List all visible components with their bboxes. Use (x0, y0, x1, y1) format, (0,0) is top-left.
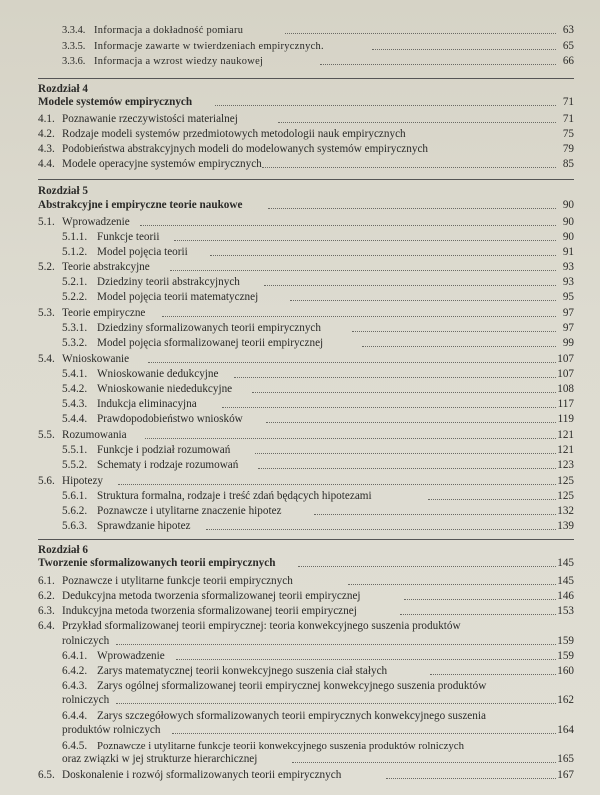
dot-leader (234, 377, 556, 378)
entry-number: 5.6.1. (62, 490, 88, 502)
chapter-divider (38, 179, 574, 180)
dot-leader (314, 514, 556, 515)
dot-leader (210, 255, 556, 256)
entry-number: 5.4. (38, 353, 55, 365)
entry-number: 6.3. (38, 605, 55, 617)
entry-page: 145 (557, 575, 574, 587)
dot-leader (170, 270, 556, 271)
dot-leader (292, 762, 556, 763)
entry-number: 5.2. (38, 261, 55, 273)
entry-page: 146 (557, 590, 574, 602)
chapter-divider (38, 78, 574, 79)
entry-number: 5.1. (38, 216, 55, 228)
chapter-page: 145 (557, 557, 574, 569)
entry-page: 97 (562, 322, 574, 334)
entry-page: 71 (562, 113, 574, 125)
entry-page: 107 (557, 368, 574, 380)
chapter-label: Rozdział 5 (38, 185, 89, 197)
entry-title: Funkcje i podział rozumowań (97, 444, 231, 456)
entry-title: Doskonalenie i rozwój sformalizowanych teorii empirycznych (62, 769, 342, 781)
entry-title: Struktura formalna, rodzaje i treść zdań będących hipotezami (97, 490, 372, 502)
entry-number: 5.4.3. (62, 398, 88, 410)
entry-title: Zarys matematycznej teorii konwekcyjnego suszenia ciał stałych (97, 665, 388, 677)
dot-leader (404, 599, 556, 600)
entry-title: Dedukcyjna metoda tworzenia sformalizowanej teorii empirycznej (62, 590, 361, 602)
entry-number: 4.2. (38, 128, 55, 140)
entry-title-line1: Przykład sformalizowanej teorii empirycznej: teoria konwekcyjnego suszenia produktów (62, 620, 461, 632)
entry-title: Dziedziny teorii abstrakcyjnych (97, 276, 240, 288)
dot-leader (320, 64, 556, 65)
dot-leader (116, 644, 556, 645)
entry-number: 5.4.2. (62, 383, 88, 395)
entry-page: 121 (557, 444, 574, 456)
dot-leader (266, 422, 556, 423)
entry-page: 95 (562, 291, 574, 303)
dot-leader (172, 733, 556, 734)
dot-leader (428, 499, 556, 500)
entry-number: 5.5.2. (62, 459, 88, 471)
entry-number: 6.4. (38, 620, 55, 632)
entry-page: 91 (562, 246, 574, 258)
entry-title: Wnioskowanie niededukcyjne (97, 383, 233, 395)
entry-title: Poznawanie rzeczywistości materialnej (62, 113, 238, 125)
entry-number: 3.3.5. (62, 41, 86, 52)
dot-leader (348, 584, 556, 585)
entry-title-line1: Zarys ogólnej sformalizowanej teorii empirycznej konwekcyjnego suszenia produktów (97, 680, 487, 692)
entry-page: 85 (562, 158, 574, 170)
dot-leader (206, 529, 556, 530)
entry-title: Wprowadzenie (97, 650, 165, 662)
entry-title: Teorie abstrakcyjne (62, 261, 150, 273)
entry-title: Indukcyjna metoda tworzenia sformalizowanej teorii empirycznej (62, 605, 357, 617)
entry-number: 6.4.2. (62, 665, 88, 677)
entry-page: 119 (557, 413, 574, 425)
dot-leader (148, 362, 556, 363)
dot-leader (352, 331, 556, 332)
entry-page: 93 (562, 276, 574, 288)
entry-page: 159 (557, 635, 574, 647)
entry-title-line2: oraz związki w jej strukturze hierarchicznej (62, 753, 258, 765)
dot-leader (268, 208, 556, 209)
entry-title: Funkcje teorii (97, 231, 160, 243)
entry-number: 5.2.1. (62, 276, 88, 288)
dot-leader (252, 392, 556, 393)
entry-title: Sprawdzanie hipotez (97, 520, 191, 532)
entry-page: 153 (557, 605, 574, 617)
entry-title: Wnioskowanie dedukcyjne (97, 368, 219, 380)
dot-leader (255, 453, 556, 454)
entry-page: 93 (562, 261, 574, 273)
dot-leader (285, 33, 556, 34)
entry-page: 159 (557, 650, 574, 662)
entry-page: 79 (562, 143, 574, 155)
entry-page: 139 (557, 520, 574, 532)
entry-page: 160 (557, 665, 574, 677)
dot-leader (174, 240, 556, 241)
entry-title: Model pojęcia teorii matematycznej (97, 291, 259, 303)
entry-title: Schematy i rodzaje rozumowań (97, 459, 239, 471)
entry-number: 5.5.1. (62, 444, 88, 456)
entry-number: 6.2. (38, 590, 55, 602)
entry-title: Informacja a wzrost wiedzy naukowej (94, 56, 264, 67)
entry-number: 5.3. (38, 307, 55, 319)
entry-page: 108 (557, 383, 574, 395)
entry-page: 90 (562, 231, 574, 243)
entry-page: 65 (562, 40, 574, 52)
entry-number: 5.6. (38, 475, 55, 487)
dot-leader (140, 225, 556, 226)
dot-leader (176, 659, 556, 660)
chapter-title: Abstrakcyjne i empiryczne teorie naukowe (38, 199, 243, 211)
entry-number: 5.3.1. (62, 322, 88, 334)
entry-page: 125 (557, 490, 574, 502)
entry-number: 5.5. (38, 429, 55, 441)
entry-title: Teorie empiryczne (62, 307, 146, 319)
entry-title: Poznawcze i utylitarne funkcje teorii empirycznych (62, 575, 293, 587)
dot-leader (116, 703, 556, 704)
entry-title: Dziedziny sformalizowanych teorii empirycznych (97, 322, 321, 334)
entry-number: 6.4.4. (62, 710, 88, 722)
entry-title: Informacje zawarte w twierdzeniach empirycznych. (94, 41, 324, 52)
entry-title: Rodzaje modeli systemów przedmiotowych metodologii nauk empirycznych (62, 128, 406, 140)
chapter-title: Modele systemów empirycznych (38, 96, 193, 108)
dot-leader (430, 674, 556, 675)
entry-number: 4.3. (38, 143, 55, 155)
entry-number: 5.6.2. (62, 505, 88, 517)
entry-page: 66 (562, 55, 574, 67)
entry-page: 117 (557, 398, 574, 410)
chapter-divider (38, 539, 574, 540)
entry-title: Wprowadzenie (62, 216, 130, 228)
entry-number: 6.1. (38, 575, 55, 587)
entry-number: 5.3.2. (62, 337, 88, 349)
entry-page: 90 (562, 216, 574, 228)
entry-page: 132 (557, 505, 574, 517)
dot-leader (118, 484, 556, 485)
chapter-page: 71 (562, 96, 574, 108)
entry-title: Indukcja eliminacyjna (97, 398, 197, 410)
entry-page: 123 (557, 459, 574, 471)
dot-leader (258, 468, 556, 469)
entry-page: 63 (562, 24, 574, 36)
chapter-page: 90 (562, 199, 574, 211)
entry-title: Modele operacyjne systemów empirycznych (62, 158, 262, 170)
entry-page: 125 (557, 475, 574, 487)
entry-page: 165 (557, 753, 574, 765)
entry-number: 6.5. (38, 769, 55, 781)
entry-number: 3.3.6. (62, 56, 86, 67)
dot-leader (162, 316, 556, 317)
entry-number: 5.1.1. (62, 231, 88, 243)
entry-title: Poznawcze i utylitarne znaczenie hipotez (97, 505, 282, 517)
entry-number: 5.2.2. (62, 291, 88, 303)
entry-title: Podobieństwa abstrakcyjnych modeli do modelowanych systemów empirycznych (62, 143, 428, 155)
dot-leader (278, 122, 556, 123)
entry-page: 162 (557, 694, 574, 706)
entry-number: 3.3.4. (62, 25, 86, 36)
dot-leader (362, 346, 556, 347)
entry-number: 6.4.1. (62, 650, 88, 662)
entry-title-line2: rolniczych (62, 694, 110, 706)
entry-title: Rozumowania (62, 429, 127, 441)
dot-leader (290, 300, 556, 301)
entry-title: Hipotezy (62, 475, 104, 487)
entry-page: 99 (562, 337, 574, 349)
entry-number: 4.4. (38, 158, 55, 170)
entry-page: 107 (557, 353, 574, 365)
entry-number: 5.4.4. (62, 413, 88, 425)
entry-number: 4.1. (38, 113, 55, 125)
chapter-title: Tworzenie sformalizowanych teorii empirycznych (38, 557, 276, 569)
dot-leader (145, 438, 556, 439)
entry-page: 164 (557, 724, 574, 736)
dot-leader (222, 407, 556, 408)
entry-title-line1: Zarys szczegółowych sformalizowanych teorii empirycznych konwekcyjnego suszenia (97, 710, 486, 722)
entry-title: Wnioskowanie (62, 353, 130, 365)
entry-page: 75 (562, 128, 574, 140)
entry-title: Model pojęcia sformalizowanej teorii empirycznej (97, 337, 324, 349)
chapter-label: Rozdział 4 (38, 83, 89, 95)
entry-number: 5.6.3. (62, 520, 88, 532)
entry-number: 5.1.2. (62, 246, 88, 258)
entry-title: Informacja a dokładność pomiaru (94, 25, 244, 36)
dot-leader (372, 49, 556, 50)
dot-leader (400, 614, 556, 615)
entry-title: Prawdopodobieństwo wniosków (97, 413, 243, 425)
dot-leader (386, 778, 556, 779)
entry-page: 167 (557, 769, 574, 781)
chapter-label: Rozdział 6 (38, 544, 89, 556)
dot-leader (298, 566, 556, 567)
entry-number: 6.4.3. (62, 680, 88, 692)
dot-leader (262, 167, 556, 168)
entry-page: 97 (562, 307, 574, 319)
entry-number: 6.4.5. (62, 740, 88, 752)
entry-number: 5.4.1. (62, 368, 88, 380)
entry-title-line2: rolniczych (62, 635, 110, 647)
entry-title-line1: Poznawcze i utylitarne funkcje teorii konwekcyjnego suszenia produktów rolniczych (97, 740, 464, 752)
dot-leader (215, 105, 556, 106)
dot-leader (264, 285, 556, 286)
entry-page: 121 (557, 429, 574, 441)
entry-title: Model pojęcia teorii (97, 246, 188, 258)
entry-title-line2: produktów rolniczych (62, 724, 161, 736)
